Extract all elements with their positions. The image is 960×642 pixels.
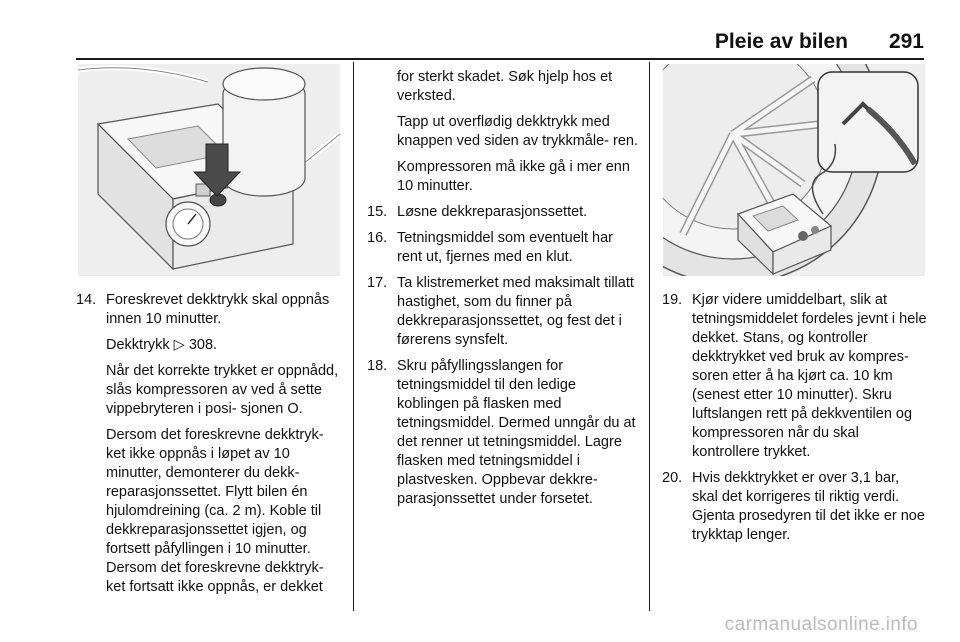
figure-wheel-compressor [663, 64, 925, 276]
list-item-15 [367, 203, 639, 222]
figure-compressor-switch [78, 64, 340, 276]
list-number: 19. [662, 292, 683, 308]
continued-paragraphs [367, 68, 639, 196]
list-item-17 [367, 274, 639, 350]
column-divider-right [649, 62, 650, 611]
header-rule [76, 58, 924, 60]
list-item-20 [662, 469, 928, 545]
paragraph: Når det korrekte trykket er oppnådd, slås kompressoren av ved å sette vippebryteren i posi- sjonen O. [106, 363, 339, 417]
left-column [76, 291, 346, 604]
cross-reference[interactable]: Dekktrykk ▷ 308. [106, 337, 218, 353]
list-text: Ta klistremerket med maksimalt tillatt hastighet, som du finner på dekkreparasjonssettet, og fest det i førerens synsfelt. [397, 275, 634, 348]
list-number: 15. [367, 204, 388, 220]
list-text: Hvis dekktrykket er over 3,1 bar, skal det korrigeres til riktig verdi. Gjenta prosedyren til det ikke er noe trykktap lenger. [692, 470, 925, 543]
list-number: 18. [367, 358, 388, 374]
page-header-title: Pleie av bilen [714, 30, 848, 53]
list-number: 17. [367, 275, 388, 291]
list-number: 16. [367, 230, 388, 246]
list-number: 20. [662, 470, 683, 486]
watermark: carmanualsonline.info [724, 614, 918, 635]
list-item-18 [367, 357, 639, 509]
right-column [662, 291, 928, 552]
list-text: Tetningsmiddel som eventuelt har rent ut, fjernes med en klut. [397, 230, 614, 265]
paragraph: Tapp ut overflødig dekktrykk med knappen ved siden av trykkmåle- ren. [397, 114, 638, 149]
paragraph: Foreskrevet dekktrykk skal oppnås innen 10 minutter. [106, 292, 330, 327]
column-divider-left [353, 62, 354, 611]
list-number: 14. [76, 292, 97, 308]
paragraph: Dersom det foreskrevne dekktryk- ket ikke oppnås i løpet av 10 minutter, demonterer du dekk- reparasjonssettet. Flytt bilen én hjulomdreining (ca. 2 m). Koble til dekkreparasjonssettet igjen, og fortsett påfyllingen i 10 minutter. Dersom det foreskrevne dekktryk- ket fortsatt ikke oppnås, er dekket [106, 427, 324, 595]
list-text [106, 291, 346, 597]
page-number: 291 [888, 30, 924, 53]
list-item-14 [76, 291, 346, 597]
list-text: Skru påfyllingsslangen for tetningsmiddel til den ledige koblingen på flasken med tetningsmiddel. Dermed unngår du at det renner ut tetningsmiddel. Lagre flasken med tetningsmiddel i plastvesken. Oppbevar dekkre- parasjonssettet under forsetet. [397, 358, 636, 507]
list-text: Løsne dekkreparasjonssettet. [397, 204, 588, 220]
list-item-16 [367, 229, 639, 267]
list-item-19 [662, 291, 928, 462]
list-text: Kjør videre umiddelbart, slik at tetningsmiddelet fordeles jevnt i hele dekket. Stans, og kontroller dekktrykket ved bruk av kompres- soren etter å ha kjørt ca. 10 km (senest etter 10 minutter). Skru luftslangen rett på dekkventilen og kompressoren når du skal kontrollere trykket. [692, 292, 927, 460]
paragraph: for sterkt skadet. Søk hjelp hos et verksted. [397, 69, 613, 104]
middle-column [367, 68, 639, 516]
paragraph: Kompressoren må ikke gå i mer enn 10 minutter. [397, 159, 630, 194]
